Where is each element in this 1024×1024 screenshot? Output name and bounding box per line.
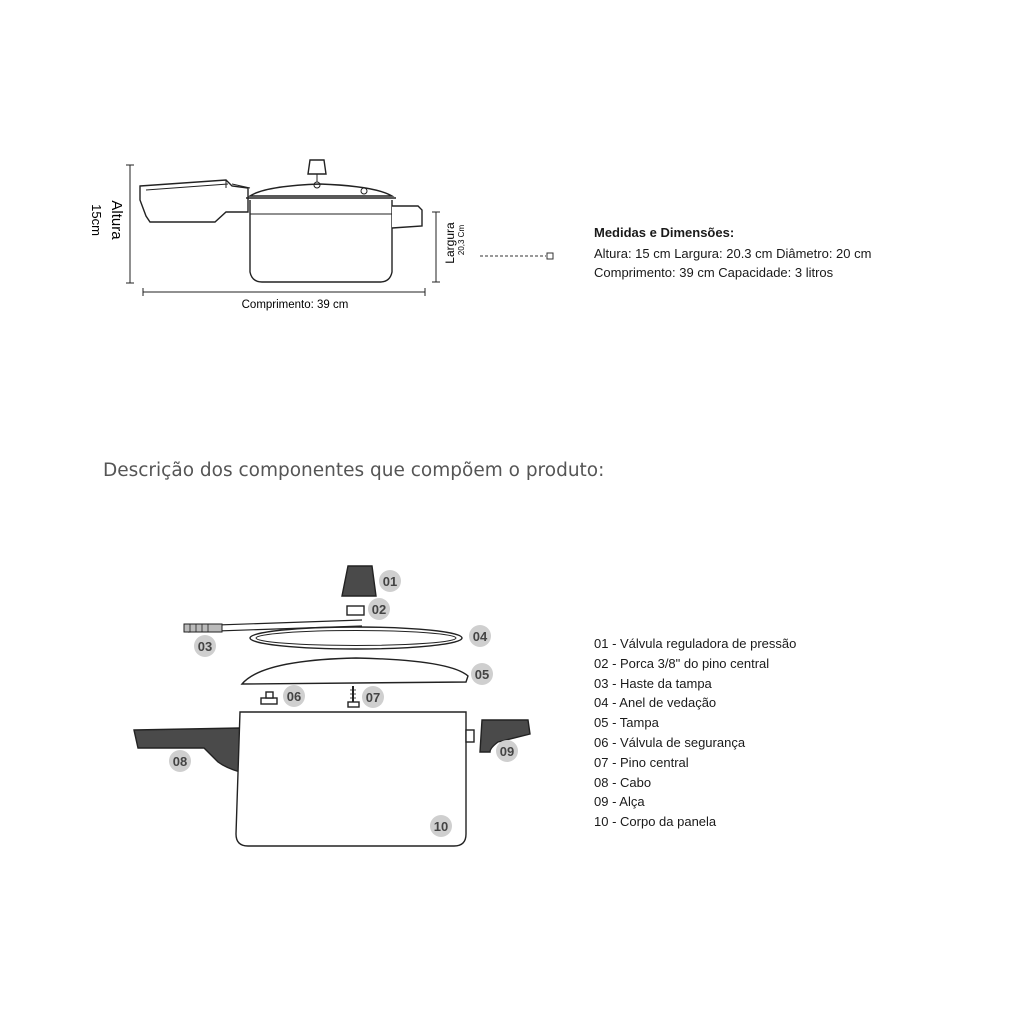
legend-item: 04 - Anel de vedação — [594, 695, 717, 711]
part-number-08: 08 — [172, 754, 188, 769]
part-number-04: 04 — [472, 629, 488, 644]
measurements-title: Medidas e Dimensões: — [594, 225, 735, 240]
part-number-10: 10 — [433, 819, 449, 834]
pressure-cooker-dimension-drawing — [0, 0, 1024, 330]
legend-item: 05 - Tampa — [594, 715, 659, 731]
part-number-02: 02 — [371, 602, 387, 617]
legend-item: 06 - Válvula de segurança — [594, 734, 746, 750]
height-label: Altura — [108, 200, 125, 240]
height-value: 15cm — [89, 204, 104, 236]
legend-item: 10 - Corpo da panela — [594, 814, 717, 830]
part-number-05: 05 — [474, 667, 490, 682]
part-01-shape — [342, 566, 376, 596]
legend-item: 09 - Alça — [594, 794, 645, 810]
width-label: Largura — [443, 222, 457, 264]
legend-item: 01 - Válvula reguladora de pressão — [594, 636, 797, 651]
part-02-shape — [347, 606, 364, 615]
legend-item: 07 - Pino central — [594, 754, 689, 770]
part-number-09: 09 — [499, 744, 515, 759]
measurements-line-1: Altura: 15 cm Largura: 20.3 cm Diâmetro: 20 cm — [594, 246, 872, 261]
part-07-shape — [348, 686, 359, 707]
legend-item: 02 - Porca 3/8" do pino central — [594, 655, 770, 671]
part-number-01: 01 — [382, 574, 398, 589]
part-04-shape — [250, 627, 462, 649]
components-heading: Descrição dos componentes que compõem o produto: — [103, 460, 605, 481]
width-value: 20,3 Cm — [457, 224, 466, 256]
measurements-line-2: Comprimento: 39 cm Capacidade: 3 litros — [594, 265, 834, 280]
legend-item: 03 - Haste da tampa — [594, 675, 712, 691]
length-label: Comprimento: 39 cm — [241, 299, 349, 311]
exploded-components-drawing — [0, 540, 560, 870]
part-number-03: 03 — [197, 639, 213, 654]
components-legend — [594, 634, 796, 832]
legend-item: 08 - Cabo — [594, 774, 652, 790]
part-05-shape — [242, 658, 468, 684]
part-06-shape — [261, 692, 277, 704]
part-number-06: 06 — [286, 689, 302, 704]
part-number-07: 07 — [365, 690, 381, 705]
